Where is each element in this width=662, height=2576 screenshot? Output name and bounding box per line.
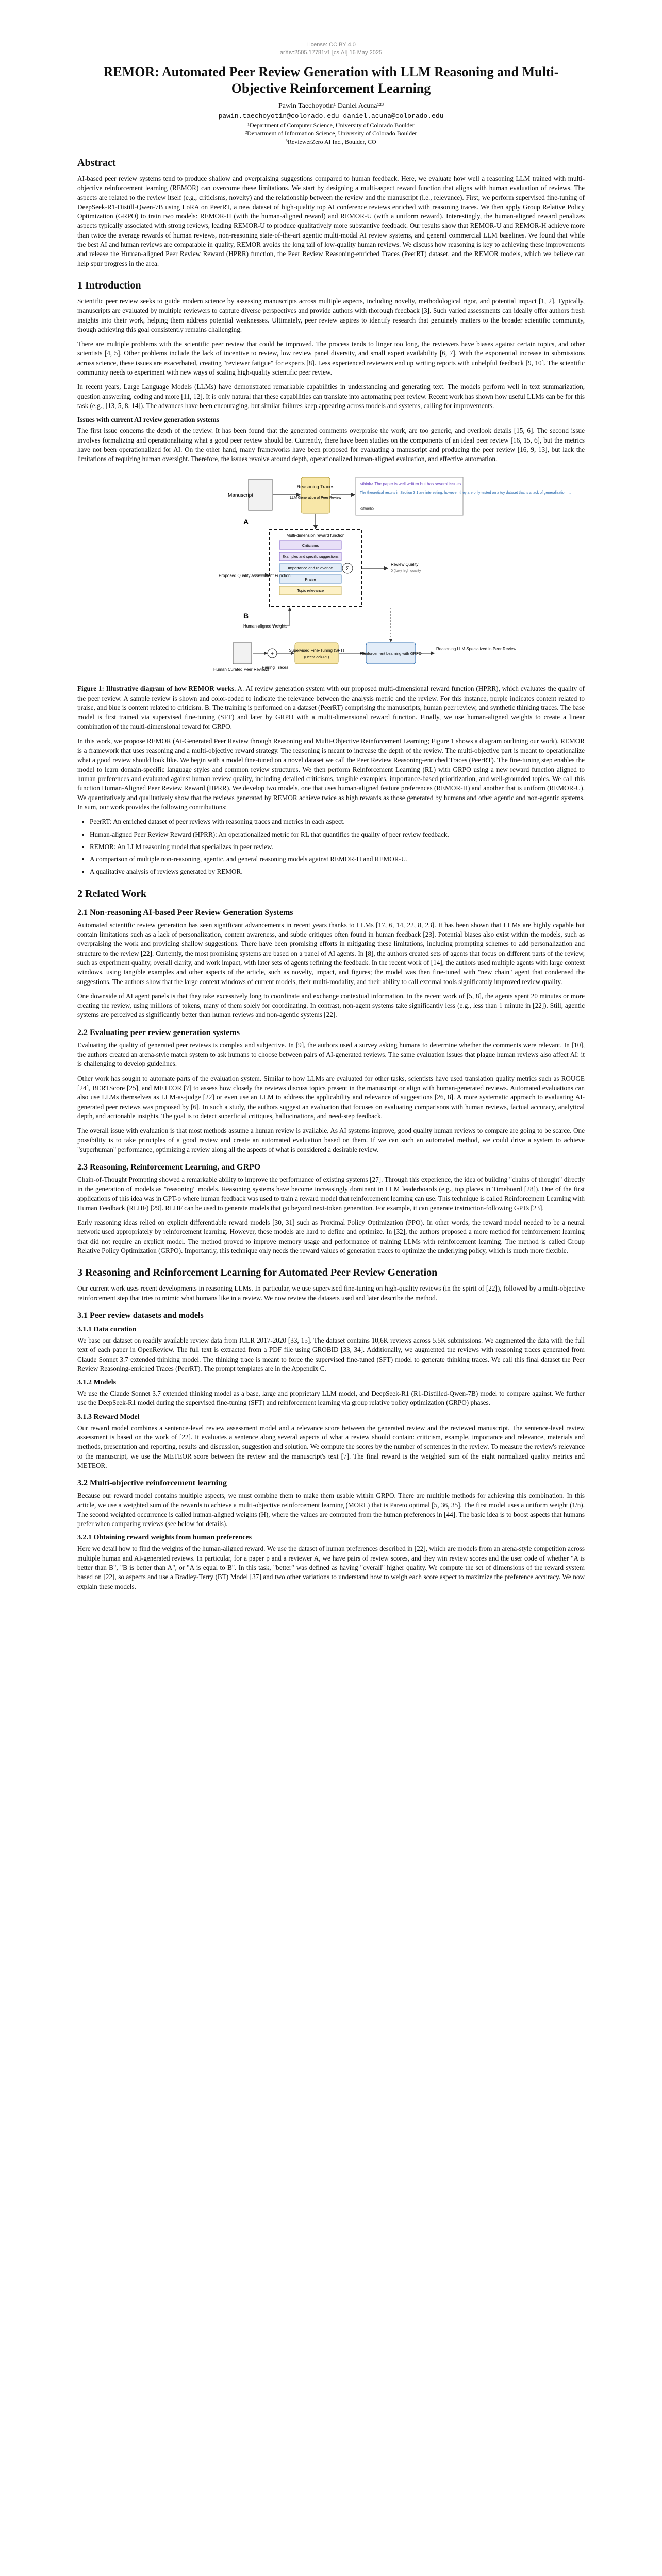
human-weights-label: Human-aligned Weights <box>243 624 288 629</box>
paper-authors: Pawin Taechoyotin¹ Daniel Acuna¹²³ <box>278 102 384 110</box>
figure-1-caption <box>77 684 585 731</box>
trace-text-1: <think> The paper is well written but has several issues … <box>360 482 467 487</box>
related-2-3-paragraph-2: Early reasoning ideas relied on explicit differentiable reward models [30, 31] such as Proximal Policy Optimization (PPO). In other words, the reward model needed to be a neural network used appropriately by reinforcement learning. However, these models are hard to define and optimize. In [32], the authors proposed a more method for reinforcement learning that did not require an explicit model. The method proved to improve memory usage and performance of training LLMs with reinforcement learning. The method is called Group Relative Policy Optimization (GRPO). Importantly, this technique only needs the reward values of generation traces to optimize the underlying policy, which is much more flexible. <box>77 1218 585 1255</box>
subsection-2-2-heading: 2.2 Evaluating peer review generation systems <box>77 1028 240 1037</box>
related-2-1-paragraph-2: One downside of AI agent panels is that they take excessively long to coordinate and exchange contextual information. In the recent work of [5, 8], the agents spent 20 minutes or more creating the review, using millions of tokens, many of them solely for coordinating. In contrast, non-agent systems take significantly less (e.g., less than 1 minute in [22]). Still, agentic systems are perceived as significantly better than human reviews and non-agentic systems [22]. <box>77 992 585 1019</box>
paper-title: REMOR: Automated Peer Review Generation with LLM Reasoning and Multi-Objective Reinforcement Learning <box>103 64 559 96</box>
svg-text:Topic relevance: Topic relevance <box>296 588 324 594</box>
sum-symbol: Σ <box>345 566 350 572</box>
human-reviews-label: Human Curated Peer Reviews <box>213 667 270 672</box>
contributions-list <box>77 817 585 876</box>
reasoning-label: Reasoning Traces <box>296 484 335 490</box>
reward-item-2 <box>279 552 341 561</box>
section-3-heading: 3 Reasoning and Reinforcement Learning for Automated Peer Review Generation <box>77 1267 438 1279</box>
svg-text:Criticisms: Criticisms <box>302 543 319 548</box>
sft-node <box>289 643 344 664</box>
reward-item-3 <box>279 564 341 572</box>
license-line[interactable]: License: CC BY 4.0 <box>306 42 356 48</box>
figure-1-diagram <box>171 473 571 684</box>
subsection-3-1-2-heading: 3.1.2 Models <box>77 1379 117 1387</box>
subsection-3-1-1-heading: 3.1.1 Data curation <box>77 1325 137 1333</box>
related-2-2-paragraph-3: The overall issue with evaluation is that most methods assume a human review is available. As AI systems improve, good quality human reviews to compare are going to be scarce. One possibility is to take principles of a good review and create an automated evaluation based on them. If we can such an automated method, we could drive a system to achieve "superhuman" performance, optimizing a review along all the aspects of what is considered a desirable review. <box>77 1127 585 1154</box>
section-3-paragraph-1: Our current work uses recent developments in reasoning LLMs. In particular, we use supervised fine-tuning on high-quality reviews (in the spirit of [22]), followed by a multi-objective reinforcement step that tries to mimic what humans like in a review. We now review the datasets used and later describe the method. <box>77 1284 585 1302</box>
pairing-plus: + <box>271 651 274 657</box>
remor-label: Reasoning LLM Specialized in Peer Review <box>436 647 517 652</box>
affiliation-2: ²Department of Information Science, University of Colorado Boulder <box>245 130 417 137</box>
manuscript-label: Manuscript <box>228 493 253 499</box>
figure-1-caption-text: A. AI review generation system with our proposed multi-dimensional reward function (HPRR), which evaluates the quality of the peer review. A sample review is shown and color-coded to indicate the relevance between the analysis metric and the review. For this instance, purple indicates content related to praise, and blue is content related to criticism. B. The training is performed on a dataset (PeerRT) comprising the manuscripts, human peer review, and synthetic thinking traces. The base model is first trained via supervised fine-tuning (SFT) and later by GRPO with a multi-dimensional reward function. Finally, we use human-aligned weights to create a linear combination of the multi-dimensional reward for GRPO. <box>77 685 585 731</box>
intro-heading: 1 Introduction <box>77 279 141 291</box>
subsection-3-1-heading: 3.1 Peer review datasets and models <box>77 1311 204 1320</box>
reward-panel <box>269 530 362 607</box>
affiliations <box>77 121 585 146</box>
affiliation-1: ¹Department of Computer Science, University of Colorado Boulder <box>247 122 415 129</box>
subsection-3-2-heading: 3.2 Multi-objective reinforcement learning <box>77 1479 227 1488</box>
trace-end: </think> <box>360 506 375 512</box>
panel-b-label: B <box>243 612 249 620</box>
intro-paragraph-3: In recent years, Large Language Models (LLMs) have demonstrated remarkable capabilities in understanding and generating text. The models perform well in text summarization, question answering, coding and more [11, 12]. It is only natural that these capabilities can translate into automating peer review. Recent work has shown how useful LLMs can be for this task (e.g., [13, 5, 8, 14]). The advances have been encouraging, but similar failures keep appearing across models and systems, calling for improvements. <box>77 383 585 410</box>
author-emails[interactable]: pawin.taechoyotin@colorado.edu daniel.acuna@colorado.edu <box>218 112 444 120</box>
reward-item-1 <box>279 541 341 549</box>
pairing-label: Pairing Traces <box>262 665 289 670</box>
trace-text-2: The theoretical results in Section 3.1 are interesting; however, they are only tested on a toy dataset that is a lack of generalization … <box>360 491 571 495</box>
intro-paragraph-5: In this work, we propose REMOR (Ai-Generated Peer Review through Reasoning and Multi-Objective Reinforcement Learning; Figure 1 shows a diagram outlining our work). REMOR is a framework that uses reasoning and a multi-objective reward strategy. The reasoning is meant to increase the depth of the review. The multi-objective part is meant to operationalize what a good review should look like. We begin with a model fine-tuned on a novel dataset we call the Peer Review Reasoning-enriched Traces (PeerRT). The fine-tuning step enables the model to learn domain-specific language styles and common review structures. We then perform Reinforcement Learning (RL) with GRPO using a new reward function aligned to human preferences and evaluated against human review quality, including detailed criticisms, tangible examples, importance-based prioritization, and well-grounded topics. We call this function Human-Aligned Peer Review Reward (HPRR). We develop two models, one that uses human-aligned feature preferences (REMOR-H) and another that is uniform (REMOR-U). We quantitatively and qualitatively show that the reviews generated by REMOR achieve twice as high rewards as those generated by humans and other agentic and non-agentic systems. In sum, our work provides the following contributions: <box>77 737 585 811</box>
review-quality-score: 0 (low) high quality <box>391 569 421 573</box>
svg-text:Supervised Fine-Tuning (SFT): Supervised Fine-Tuning (SFT) <box>289 648 344 653</box>
proposed-function-label: Proposed Quality Assessment Function <box>219 573 291 579</box>
section-3-2-1-paragraph: Here we detail how to find the weights of the human-aligned reward. We use the dataset of human preferences described in [22], which are models from an arena-style competition across multiple human and AI-generated reviews. In particular, for a paper p and a reviewer A, we have pairs of review scores, and they win review scores and the user code of whether "A is better than B", "B is better than A", or "A is equal to B". In this task, "better" was defined as having "overall" higher quality. We compute the set of dimensions of the reward system based on [22], so aspects and use a Bradley-Terry (BT) Model [37] and two other variations to understand how to weigh each score aspect to maximize the preference accuracy. We now explain these models. <box>77 1545 585 1590</box>
subsection-3-1-3-heading: 3.1.3 Reward Model <box>77 1413 140 1421</box>
subsection-2-3-heading: 2.3 Reasoning, Reinforcement Learning, and GRPO <box>77 1163 261 1172</box>
related-heading: 2 Related Work <box>77 888 147 900</box>
paper-header <box>77 0 585 57</box>
review-quality-label: Review Quality <box>391 562 419 567</box>
related-2-1-paragraph-1: Automated scientific review generation has seen significant advancements in recent years thanks to LLMs [17, 6, 14, 22, 8, 23]. It has been shown that LLMs are highly capable but contain limitations such as a lack of personalization, content awareness, and subtle critiques often found in human feedback [23]. Potential biases also exist within the models, such as overpraising the work and providing shallow suggestions. There have been promising efforts in mitigating these limitations, including prompting schemes to add personalization and structure to the review [22]. Currently, the most promising systems are based on a panel of AI agents. In [8], the authors created sets of agents that focus on different parts of the review, such as experiment quality, overall clarity, and work impact, with later sets of agents refining the feedback. In the recent work of [14], the authors used multiple agents with large context windows, using tangible examples and other aspects of the article, such as novelty, impact, and figures; the model was then fine-tuned with "new chain" agent that condensed the suggestions. The authors show that the large context windows of current models, their multi-modality, and their ability to call external tools significantly improved review quality. <box>77 921 585 986</box>
related-2-2-paragraph-1: Evaluating the quality of generated peer reviews is complex and subjective. In [9], the authors used a survey asking humans to determine whether the comments were relevant. In [10], the authors created an arena-style match system to ask humans to choose between pairs of AI-generated reviews. The same evaluation issues that plague human reviews also affect AI: it is challenging to develop guidelines. <box>77 1041 585 1068</box>
arxiv-line[interactable]: arXiv:2505.17781v1 [cs.AI] 16 May 2025 <box>279 49 383 56</box>
section-3-1-1-paragraph: We base our dataset on readily available review data from ICLR 2017-2020 [33, 15]. The dataset contains 10,6K reviews across 5.5K submissions. We augmented the data with the full text of each paper in OpenReview. The full text is extracted from a PDF file using GROBID [33, 34]. Additionally, we augmented the reviews with reasoning traces generated from Claude Sonnet 3.7 extended thinking model. The thinking trace is meant to force the supervised fine-tuned (SFT) model to generate thinking traces. We call this final dataset the Peer Review Reasoning-enriched Traces (PeerRT). The prompt templates are in the Appendix C. <box>77 1336 585 1372</box>
contribution-item: • PeerRT: An enriched dataset of peer reviews with reasoning traces and metrics in each aspect. <box>90 817 585 826</box>
intro-paragraph-1: Scientific peer review seeks to guide modern science by assessing manuscripts across multiple aspects, including novelty, methodological rigor, and potential impact [1, 2]. Typically, manuscripts are evaluated by multiple reviewers to capture diverse perspectives and provide authors with thorough feedback [3]. Such varied assessments can ideally offer authors fresh insights into their work, helping them address potential weaknesses. Ultimately, peer review aspires to identify research that genuinely matters to the broader scientific community, though achieving this goal consistently remains challenging. <box>77 297 585 333</box>
reasoning-sub: LLM Generation of Peer Review <box>290 496 341 500</box>
intro-paragraph-2: There are multiple problems with the scientific peer review that could be improved. The process tends to linger too long, the reviewers have biases against certain topics, and other scientists [4, 5]. Other problems include the lack of incentive to review, low review panel diversity, and small expert availability [6, 7]. With the exponential increase in submissions across science, these issues are exacerbated, creating "reviewer fatigue" for experts [8]. Less experienced reviewers end up writing reports with unhelpful feedback [9, 10]. The scientific community needs to experiment with new ways of scaling high-quality scientific peer review. <box>77 340 585 377</box>
section-3-1-3-paragraph: Our reward model combines a sentence-level review assessment model and a relevance score between the generated review and the reviewed manuscript. The sentence-level review assessment is based on the work of [22]. It evaluates a sentence along several aspects of what a review should contain: criticism, example, importance and relevance, materials and methods, presentation and reporting, results and discussion, suggestion and solution. We compute the scores by the number of sentences in the review. To measure the review's relevance to the manuscript, we use the METEOR score between the review and the manuscript's text [7]. The final reward is the weighted sum of the eight normalized quality metrics and METEOR. <box>77 1423 585 1469</box>
issues-heading: Issues with current AI review generation systems <box>77 416 219 424</box>
rl-node <box>360 643 422 664</box>
contribution-item: • A comparison of multiple non-reasoning, agentic, and general reasoning models against REMOR-H and REMOR-U. <box>90 855 585 864</box>
contribution-item: • A qualitative analysis of reviews generated by REMOR. <box>90 867 585 876</box>
reasoning-node <box>290 477 342 513</box>
contribution-item: • REMOR: An LLM reasoning model that specializes in peer review. <box>90 842 585 852</box>
intro-paragraph-4: The first issue concerns the depth of the review. It has been found that the generated comments overpraise the work, are too generic, and overlook details [15, 6]. The second issue involves formalizing and operationalizing what a good peer review should be. Currently, there have been studies on the components of an ideal peer review [16, 15, 6], but the metrics have not been operationalized for AI. On the other hand, many frameworks have been proposed for evaluating a manuscript and producing the peer review [16, 9, 13], but lack the limitations of requiring human oversight. Therefore, the issues revolve around depth, operationalized human-aligned evaluation, and effective automation. <box>77 427 585 463</box>
reward-panel-title: Multi-dimension reward function <box>286 533 345 538</box>
manuscript-node <box>228 479 272 510</box>
svg-text:Importance and relevance: Importance and relevance <box>288 566 333 571</box>
figure-1-caption-title: Figure 1: Illustrative diagram of how REMOR works. <box>77 685 236 693</box>
section-3-1-2-paragraph: We use the Claude Sonnet 3.7 extended thinking model as a base, large and proprietary LLM model, and DeepSeek-R1 (R1-Distilled-Qwen-7B) model to compare against. We further use the DeepSeek-R1 model during the supervised fine-tuning (SFT) and reinforcement learning via group relative policy optimization (GRPO) phases. <box>77 1389 585 1407</box>
svg-text:Praise: Praise <box>305 577 316 582</box>
human-reviews-node <box>213 643 269 672</box>
contribution-item: • Human-aligned Peer Review Reward (HPRR): An operationalized metric for RL that quantifies the quality of peer review feedback. <box>90 830 585 839</box>
figure-1 <box>77 473 585 731</box>
svg-text:(DeepSeek-R1): (DeepSeek-R1) <box>304 656 329 660</box>
subsection-2-1-heading: 2.1 Non-reasoning AI-based Peer Review Generation Systems <box>77 908 293 917</box>
related-2-2-paragraph-2: Other work has sought to automate parts of the evaluation system. Similar to how LLMs are evaluated for other tasks, scientists have used translation quality metrics such as ROUGE [24], BERTScore [25], and METEOR [7] to assess how closely the reviews discuss topics present in the manuscript or align with human-generated reviews. Automated evaluations can also use LLMs themselves as LLM-as-judge [22] or even use an LLM to address the applicability and relevance of suggestions [26, 8]. A more systematic approach to evaluating AI-generated peer reviews was proposed by [6]. In such a study, the authors suggest an evaluation that focuses on evaluating comparisons with human reviews, factual accuracy, analytical depth, and actionable insights. The goal is to detect superficial critiques, hallucinations, and need-step feedback. <box>77 1074 585 1120</box>
abstract-heading: Abstract <box>77 157 116 168</box>
related-2-3-paragraph-1: Chain-of-Thought Prompting showed a remarkable ability to improve the performance of existing systems [27]. Through this experience, the idea of building "chains of thought" directly in the generation of models as "reasoning" models. Reasoning systems have become increasingly dominant in LLM leaderboards (e.g., top places in Timeboard [28]). One of the first applications of this idea was in GPT-o where human feedback was used to train a reward model that reinforcement learning can use. This technique is called Reinforcement Learning with Human Feedback (RLHF) [29]. RLHF can be used to generate models that go beyond next-token generation. For example, it can generate instruction-following GPTs [23]. <box>77 1176 585 1212</box>
section-3-2-paragraph: Because our reward model contains multiple aspects, we must combine them to make them usable within GRPO. There are multiple methods for achieving this combination. In this article, we use a weighted sum of the rewards to achieve a multi-objective reinforcement learning (MORL) that is Pareto optimal [5, 36, 35]. The first model uses a uniform weight (1/n). The second weighted occurrence is called human-aligned weights (H), where the values are computed from the human preferences in [44]. The basic idea is to boost aspects that humans prefer when comparing reviews (see below for details). <box>77 1492 585 1528</box>
reward-item-5 <box>279 586 341 595</box>
abstract-text: AI-based peer review systems tend to produce shallow and overpraising suggestions compared to human feedback. Here, we evaluate how well a reasoning LLM trained with multi-objective reinforcement learning (REMOR) can overcome these limitations. We start by designing a multi-aspect reward function that aligns with human evaluation of reviews. The aspects are related to the review itself (e.g., criticisms, novelty) and the relationship between the review and the manuscript (i.e., relevance). First, we perform supervised fine-tuning of DeepSeek-R1-Distill-Qwen-7B using LoRA on PeerRT, a new dataset of high-quality top AI conference reviews enriched with reasoning traces. We then apply Group Relative Policy Optimization (GRPO) to train two models: REMOR-H (with the human-aligned reward) and REMOR-U (with a uniform reward). Interestingly, the human-aligned reward penalizes aspects typically associated with strong reviews, leading REMOR-U to produce qualitatively more substantive feedback. Our results show that REMOR-U and REMOR-H achieve more than twice the average rewards of human reviews, non-reasoning state-of-the-art agentic multi-modal AI review systems, and general commercial LLM baselines. We found that while the best AI and human reviews are comparable in quality, REMOR avoids the long tail of low-quality human reviews. We discuss how reasoning is key to achieving these improvements and release the Human-aligned Peer Review Reward (HPRR) function, the Peer Review Reasoning-enriched Traces (PeerRT) dataset, and the REMOR models, which we believe can help spur progress in the area. <box>77 175 585 267</box>
review-trace-box <box>356 477 571 515</box>
svg-text:Examples and specific suggesti: Examples and specific suggestions <box>282 555 339 560</box>
panel-a-label: A <box>243 518 249 527</box>
svg-text:Reinforcement Learning with GR: Reinforcement Learning with GRPO <box>360 651 422 656</box>
affiliation-3: ³ReviewerZero AI Inc., Boulder, CO <box>286 138 376 145</box>
subsection-3-2-1-heading: 3.2.1 Obtaining reward weights from human preferences <box>77 1534 252 1542</box>
